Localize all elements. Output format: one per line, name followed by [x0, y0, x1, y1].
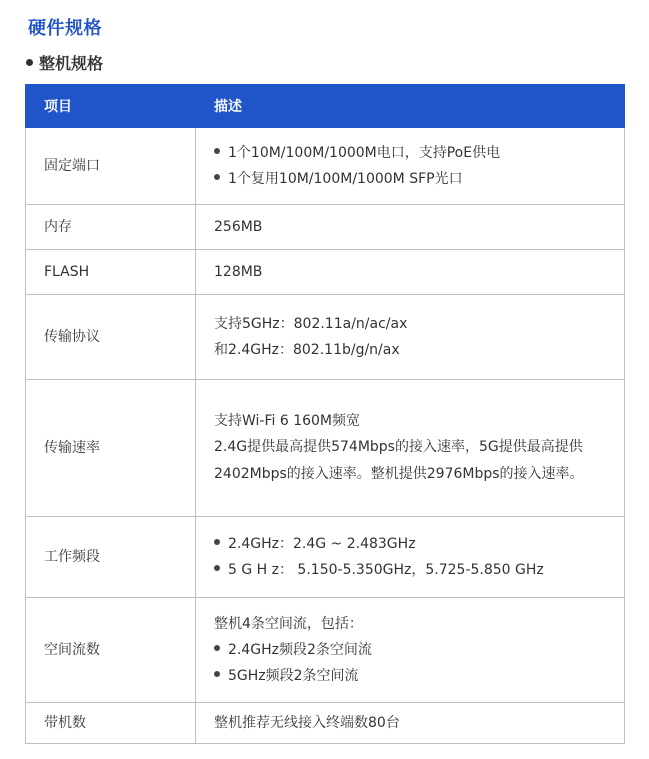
- list-item-text: 5GHz频段2条空间流: [228, 668, 359, 684]
- row-description: [196, 250, 625, 295]
- table-row: [26, 517, 625, 598]
- table-row: [26, 250, 625, 295]
- list-item: [214, 140, 614, 166]
- bullet-icon: [214, 645, 220, 651]
- row-label: 工作频段: [26, 517, 196, 598]
- page-title: 硬件规格: [28, 18, 102, 39]
- column-header-item: 项目: [26, 85, 196, 128]
- description-text: 支持5GHz：802.11a/n/ac/ax: [214, 316, 408, 332]
- list-item-text: 1个复用10M/100M/1000M SFP光口: [228, 171, 463, 187]
- row-description: [196, 295, 625, 380]
- row-description: [196, 380, 625, 517]
- table-row: [26, 205, 625, 250]
- table-row: [26, 703, 625, 744]
- list-item-text: 5 G H z： 5.150-5.350GHz，5.725-5.850 GHz: [228, 562, 544, 578]
- section-title: [26, 51, 103, 74]
- list-item: [214, 663, 614, 689]
- row-label: 传输协议: [26, 295, 196, 380]
- row-label: 内存: [26, 205, 196, 250]
- section-title-text: 整机规格: [39, 54, 104, 73]
- description-text: 2.4G提供最高提供574Mbps的接入速率，5G提供最高提供2402Mbps的接入速率。整机提供2976Mbps的接入速率。: [214, 439, 584, 482]
- spec-table: [25, 84, 625, 744]
- description-text: 和2.4GHz：802.11b/g/n/ax: [214, 342, 400, 358]
- row-label: 带机数: [26, 703, 196, 744]
- description-text: 支持Wi-Fi 6 160M频宽: [214, 413, 361, 429]
- row-description: [196, 517, 625, 598]
- row-label: 传输速率: [26, 380, 196, 517]
- row-description: [196, 205, 625, 250]
- bullet-icon: [214, 148, 220, 154]
- bullet-icon: [214, 671, 220, 677]
- row-description: [196, 128, 625, 205]
- bullet-icon: [214, 565, 220, 571]
- table-row: [26, 598, 625, 703]
- bullet-icon: [214, 174, 220, 180]
- list-item: [214, 166, 614, 192]
- row-label: FLASH: [26, 250, 196, 295]
- row-label: 固定端口: [26, 128, 196, 205]
- list-item-text: 2.4GHz频段2条空间流: [228, 642, 372, 658]
- description-text: 128MB: [214, 264, 263, 280]
- description-text: 整机4条空间流，包括：: [214, 616, 363, 632]
- table-row: [26, 295, 625, 380]
- description-text: 256MB: [214, 219, 263, 235]
- list-item: [214, 531, 614, 557]
- table-row: [26, 380, 625, 517]
- bullet-icon: [214, 539, 220, 545]
- row-description: [196, 598, 625, 703]
- list-item-text: 1个10M/100M/1000M电口，支持PoE供电: [228, 145, 501, 161]
- list-item-text: 2.4GHz：2.4G ~ 2.483GHz: [228, 536, 416, 552]
- row-description: [196, 703, 625, 744]
- table-header-row: [26, 85, 625, 128]
- table-row: [26, 128, 625, 205]
- description-text: 整机推荐无线接入终端数80台: [214, 715, 400, 731]
- list-item: [214, 557, 614, 583]
- column-header-description: 描述: [196, 85, 625, 128]
- list-item: [214, 637, 614, 663]
- row-label: 空间流数: [26, 598, 196, 703]
- bullet-icon: [26, 59, 33, 66]
